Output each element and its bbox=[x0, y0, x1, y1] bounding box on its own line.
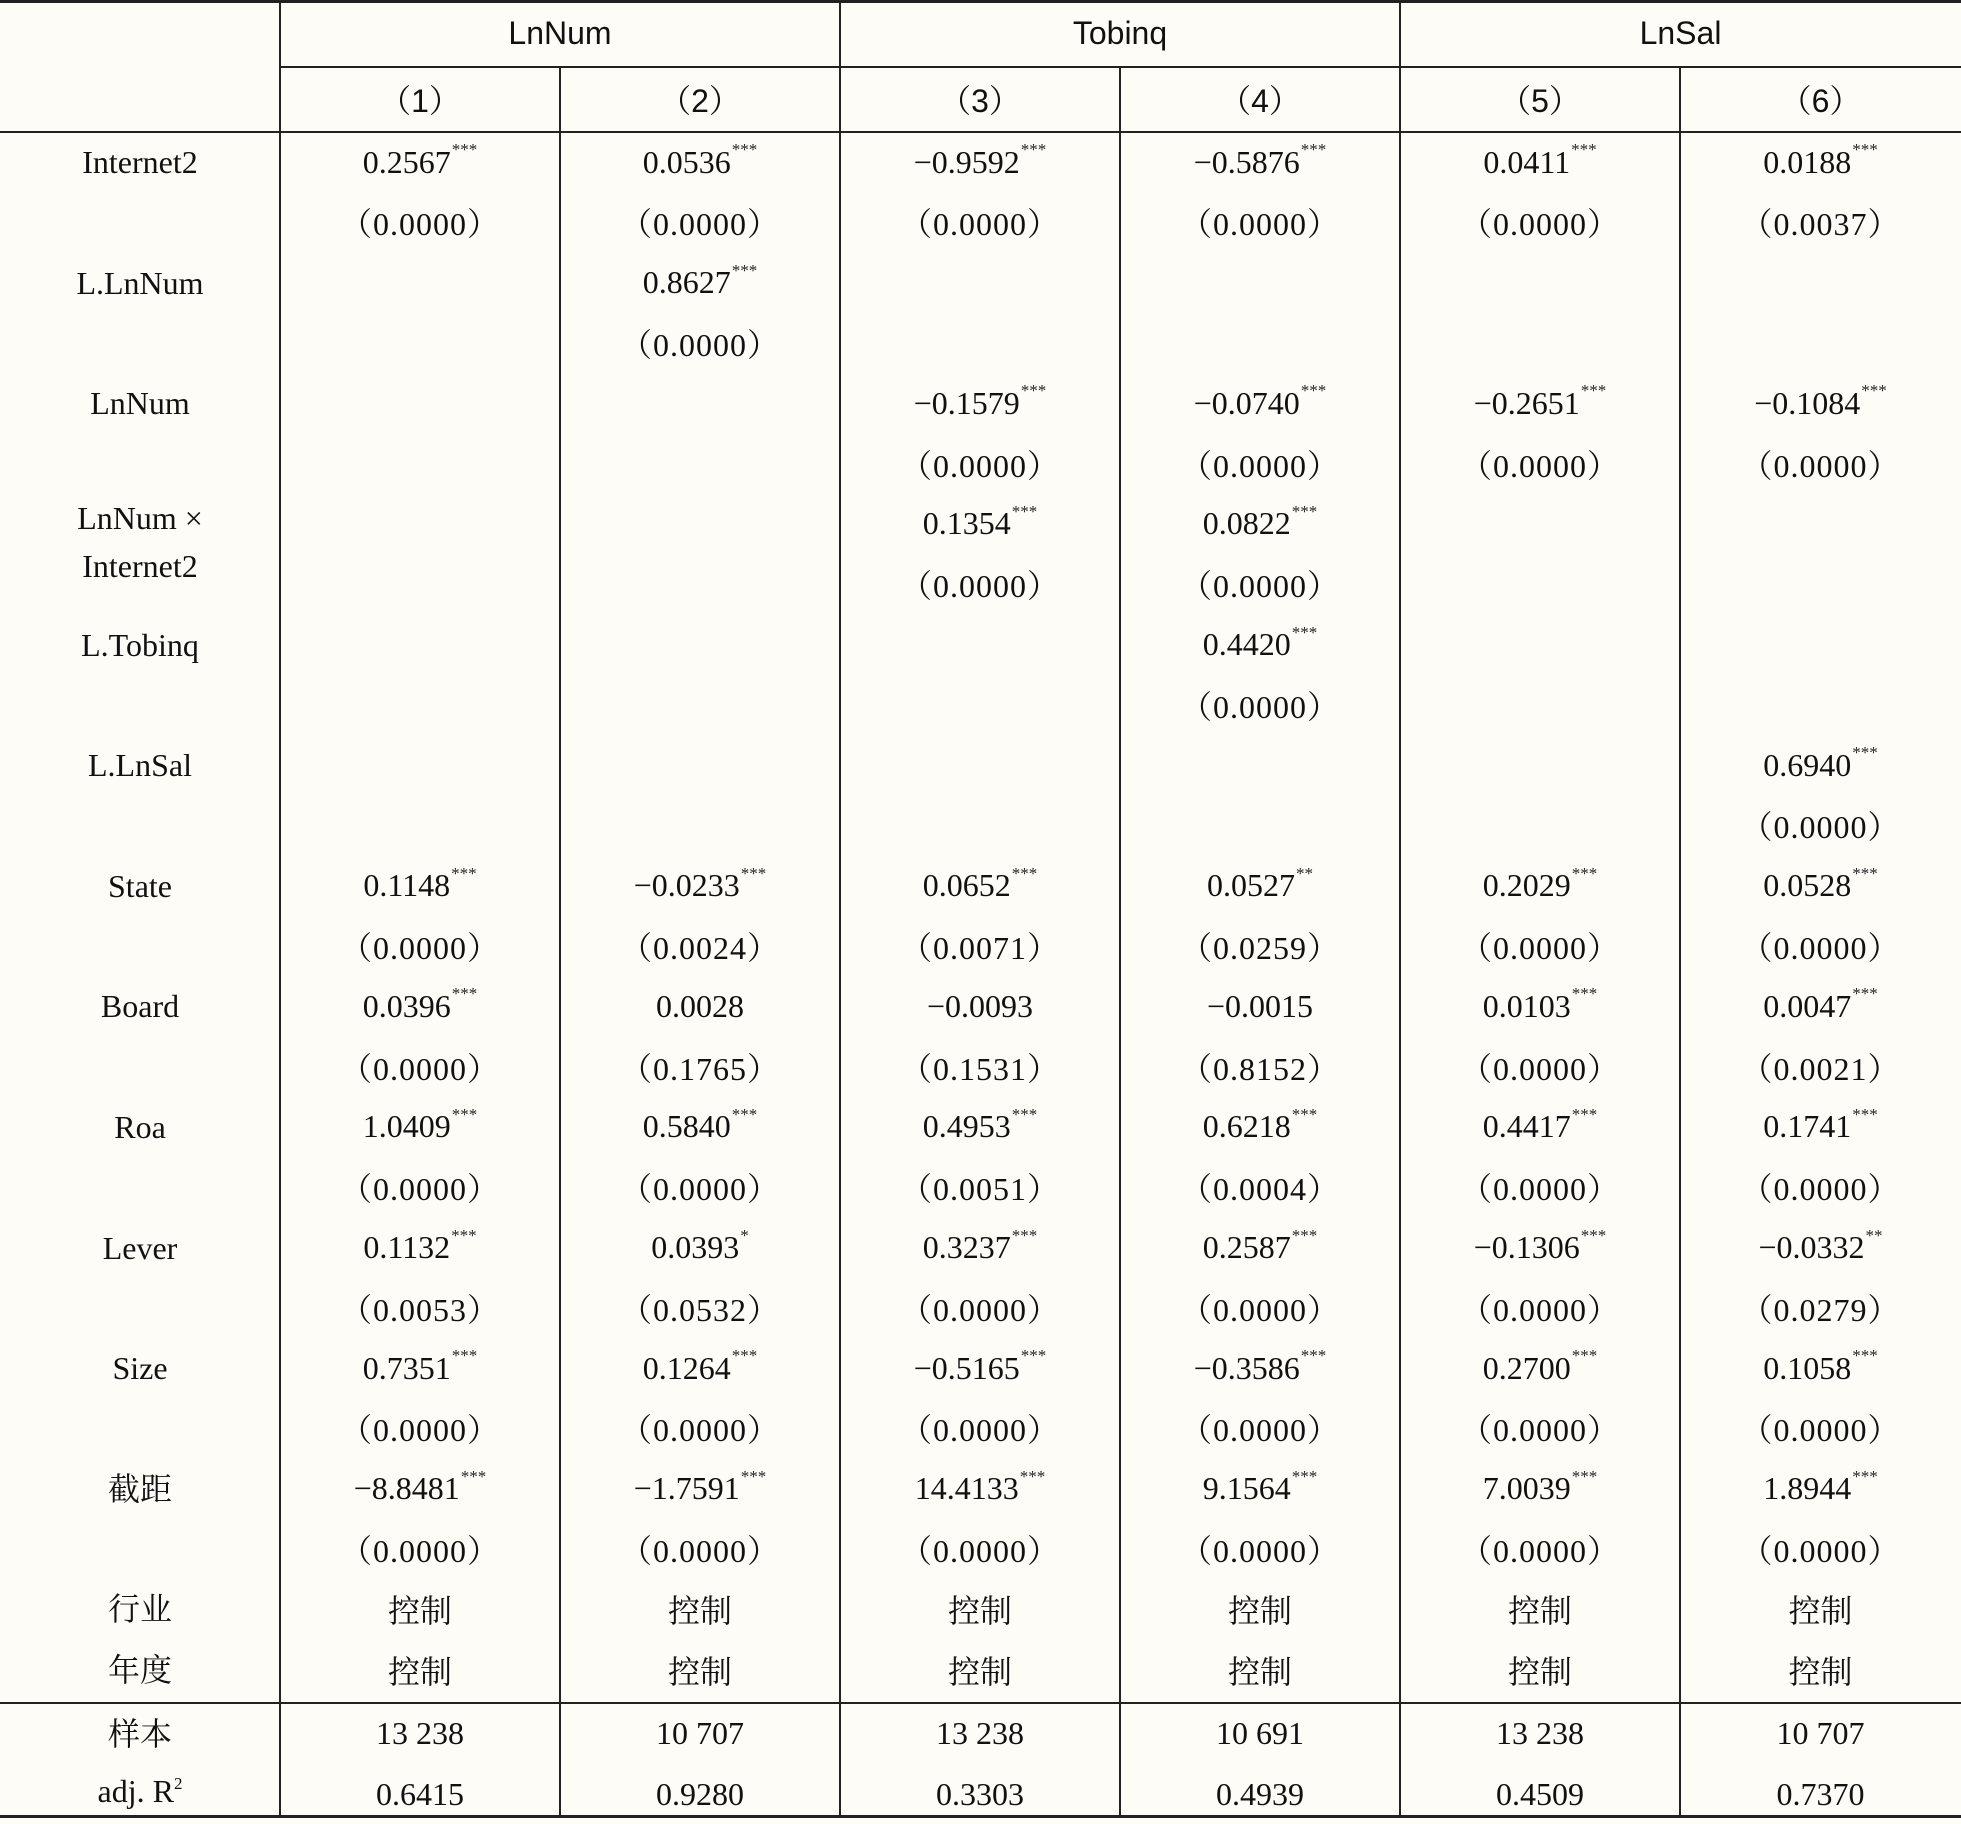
row-label-line: L.LnSal bbox=[88, 747, 192, 784]
coefficient bbox=[1120, 1097, 1400, 1157]
coefficient-value: 0.0527 bbox=[1207, 867, 1295, 904]
significance-stars: *** bbox=[1291, 1466, 1318, 1486]
significance-stars: *** bbox=[1852, 140, 1878, 160]
coefficient bbox=[280, 1459, 560, 1519]
coefficient-value: 0.2700 bbox=[1482, 1349, 1571, 1386]
significance-stars: *** bbox=[1291, 1104, 1318, 1124]
p-value: （0.0279） bbox=[1740, 1291, 1901, 1328]
coefficient bbox=[840, 1338, 1120, 1398]
significance-stars: *** bbox=[740, 863, 767, 883]
stat-value: 10 707 bbox=[656, 1715, 744, 1752]
coefficient-value: 0.4953 bbox=[922, 1108, 1011, 1145]
coefficient-value: −0.0093 bbox=[926, 987, 1034, 1024]
p-value: （0.0000） bbox=[339, 1171, 500, 1208]
p-value: （0.0000） bbox=[1179, 688, 1340, 725]
significance-stars: *** bbox=[731, 140, 758, 160]
p-value: （0.0024） bbox=[619, 930, 780, 967]
group-header: LnNum bbox=[508, 14, 612, 51]
p-value: （0.0000） bbox=[1459, 206, 1620, 243]
significance-stars: *** bbox=[1571, 1346, 1598, 1366]
coefficient-value: 0.7351 bbox=[362, 1349, 451, 1386]
significance-stars: *** bbox=[1571, 863, 1598, 883]
p-value: （0.0021） bbox=[1740, 1050, 1901, 1087]
coefficient bbox=[1120, 614, 1400, 674]
significance-stars: *** bbox=[740, 1466, 767, 1486]
control-value: 控制 bbox=[1788, 1593, 1853, 1630]
coefficient bbox=[1680, 1338, 1961, 1398]
control-value: 控制 bbox=[947, 1593, 1012, 1630]
p-value: （0.0000） bbox=[1179, 447, 1340, 484]
significance-stars: *** bbox=[731, 260, 758, 280]
coefficient-value: 0.0528 bbox=[1763, 867, 1852, 904]
p-value: （0.0000） bbox=[619, 1412, 780, 1449]
coefficient-value: 14.4133 bbox=[914, 1470, 1019, 1507]
significance-stars: *** bbox=[1300, 381, 1327, 401]
row-label-line: L.LnNum bbox=[76, 264, 204, 301]
significance-stars: *** bbox=[1571, 140, 1597, 160]
coefficient bbox=[840, 132, 1120, 192]
p-value: （0.0000） bbox=[899, 1412, 1060, 1449]
control-value: 控制 bbox=[1227, 1653, 1292, 1690]
significance-stars: *** bbox=[460, 1466, 487, 1486]
p-value: （0.0000） bbox=[619, 327, 780, 364]
p-value: （0.0000） bbox=[1459, 1291, 1620, 1328]
coefficient-value: 0.5840 bbox=[642, 1108, 731, 1145]
control-value: 控制 bbox=[667, 1653, 732, 1690]
coefficient bbox=[1400, 856, 1680, 916]
stat-label-text: 样本 bbox=[107, 1715, 172, 1752]
coefficient-value: −0.0332 bbox=[1758, 1229, 1865, 1266]
stat-label-wrap bbox=[98, 1767, 183, 1821]
significance-stars: *** bbox=[1852, 1104, 1878, 1124]
column-header: （3） bbox=[939, 83, 1021, 119]
row-label bbox=[0, 976, 280, 1036]
coefficient-value: −0.1084 bbox=[1754, 384, 1861, 421]
coefficient bbox=[1680, 1459, 1961, 1519]
significance-stars: *** bbox=[1020, 140, 1047, 160]
coefficient bbox=[840, 856, 1120, 916]
column-header: （6） bbox=[1779, 83, 1862, 119]
significance-stars: *** bbox=[1019, 1466, 1046, 1486]
coefficient-value: 0.1058 bbox=[1763, 1349, 1852, 1386]
control-value: 控制 bbox=[1227, 1593, 1292, 1630]
stat-value: 0.3303 bbox=[936, 1775, 1024, 1812]
significance-stars: *** bbox=[1020, 381, 1047, 401]
coefficient-value: 0.0188 bbox=[1763, 143, 1852, 180]
coefficient-value: 0.1264 bbox=[642, 1349, 731, 1386]
coefficient-value: 0.0393 bbox=[651, 1229, 740, 1266]
coefficient-value: 0.3237 bbox=[922, 1229, 1011, 1266]
coefficient bbox=[840, 373, 1120, 433]
coefficient bbox=[1120, 856, 1400, 916]
significance-stars: ** bbox=[1296, 863, 1313, 883]
coefficient bbox=[840, 1459, 1120, 1519]
p-value: （0.0000） bbox=[1179, 568, 1340, 605]
coefficient bbox=[1120, 1338, 1400, 1398]
stat-value: 0.7370 bbox=[1776, 1775, 1865, 1812]
significance-stars: *** bbox=[1011, 1104, 1038, 1124]
coefficient bbox=[280, 856, 560, 916]
row-label bbox=[0, 494, 280, 590]
p-value: （0.0051） bbox=[899, 1171, 1060, 1208]
coefficient-value: −0.2651 bbox=[1473, 384, 1580, 421]
significance-stars: *** bbox=[1291, 501, 1318, 521]
coefficient-value: 9.1564 bbox=[1202, 1470, 1291, 1507]
coefficient-value: 0.1354 bbox=[922, 505, 1011, 542]
row-label-line: L.Tobinq bbox=[81, 626, 199, 663]
row-label bbox=[0, 253, 280, 313]
coefficient bbox=[1120, 373, 1400, 433]
column-divider bbox=[279, 0, 281, 1818]
row-label bbox=[0, 1217, 280, 1277]
significance-stars: *** bbox=[731, 1104, 758, 1124]
p-value: （0.0532） bbox=[619, 1291, 780, 1328]
significance-stars: *** bbox=[1852, 743, 1878, 763]
p-value: （0.0000） bbox=[899, 1291, 1060, 1328]
coefficient bbox=[1400, 132, 1680, 192]
coefficient bbox=[560, 1338, 840, 1398]
row-label-line: Lever bbox=[102, 1229, 178, 1266]
significance-stars: *** bbox=[1020, 1346, 1047, 1366]
coefficient-value: −0.1579 bbox=[913, 384, 1020, 421]
coefficient-value: 0.6218 bbox=[1202, 1108, 1291, 1145]
coefficient bbox=[1400, 1338, 1680, 1398]
coefficient bbox=[1400, 1459, 1680, 1519]
coefficient-value: 0.0652 bbox=[922, 867, 1011, 904]
p-value: （0.0000） bbox=[619, 206, 780, 243]
significance-stars: *** bbox=[1571, 984, 1598, 1004]
column-header: （5） bbox=[1499, 83, 1581, 119]
rule-line bbox=[0, 0, 1961, 3]
coefficient-value: −0.1306 bbox=[1473, 1229, 1580, 1266]
p-value: （0.0000） bbox=[1740, 1171, 1901, 1208]
coefficient bbox=[1400, 1217, 1680, 1277]
p-value: （0.0000） bbox=[899, 206, 1060, 243]
significance-stars: *** bbox=[1571, 1466, 1598, 1486]
column-divider bbox=[839, 0, 841, 1818]
coefficient-value: 0.0028 bbox=[656, 987, 744, 1024]
row-label bbox=[0, 856, 280, 916]
p-value: （0.0000） bbox=[1459, 1412, 1620, 1449]
coefficient bbox=[560, 253, 840, 313]
p-value: （0.0000） bbox=[339, 206, 500, 243]
coefficient-value: 0.1148 bbox=[363, 867, 451, 904]
p-value: （0.0000） bbox=[899, 447, 1060, 484]
coefficient bbox=[560, 1097, 840, 1157]
row-label-line: 截距 bbox=[107, 1470, 172, 1507]
significance-stars: *** bbox=[451, 1225, 477, 1245]
significance-stars: *** bbox=[1291, 1225, 1318, 1245]
coefficient bbox=[280, 1338, 560, 1398]
significance-stars: *** bbox=[1852, 1466, 1878, 1486]
coefficient bbox=[280, 976, 560, 1036]
stat-value: 0.6415 bbox=[376, 1775, 464, 1812]
p-value: （0.0000） bbox=[1459, 930, 1620, 967]
coefficient-value: 0.0396 bbox=[362, 987, 451, 1024]
significance-stars: *** bbox=[1852, 1346, 1878, 1366]
stat-value: 10 707 bbox=[1776, 1715, 1865, 1752]
p-value: （0.0000） bbox=[339, 1050, 500, 1087]
coefficient-value: −0.0233 bbox=[633, 867, 740, 904]
significance-stars: *** bbox=[1861, 381, 1887, 401]
control-value: 控制 bbox=[1788, 1653, 1853, 1690]
significance-stars: *** bbox=[451, 984, 478, 1004]
p-value: （0.0000） bbox=[1179, 1533, 1340, 1570]
stat-value: 13 238 bbox=[936, 1715, 1024, 1752]
significance-stars: *** bbox=[451, 1104, 478, 1124]
column-header: （1） bbox=[379, 83, 461, 119]
control-value: 控制 bbox=[667, 1593, 732, 1630]
row-label bbox=[0, 373, 280, 433]
rule-line bbox=[0, 131, 1961, 133]
coefficient bbox=[840, 976, 1120, 1036]
control-value: 控制 bbox=[1507, 1653, 1572, 1690]
coefficient bbox=[1400, 373, 1680, 433]
p-value: （0.0000） bbox=[1459, 447, 1620, 484]
coefficient-value: 7.0039 bbox=[1482, 1470, 1571, 1507]
p-value: （0.0000） bbox=[1179, 206, 1340, 243]
coefficient-value: 0.4417 bbox=[1482, 1108, 1571, 1145]
column-header: （2） bbox=[659, 83, 741, 119]
p-value: （0.0000） bbox=[899, 1533, 1060, 1570]
row-label bbox=[0, 1338, 280, 1398]
row-label bbox=[0, 1097, 280, 1157]
p-value: （0.8152） bbox=[1179, 1050, 1340, 1087]
column-header: （4） bbox=[1219, 83, 1301, 119]
significance-stars: *** bbox=[451, 140, 478, 160]
coefficient-value: 0.0047 bbox=[1763, 987, 1852, 1024]
coefficient bbox=[840, 494, 1120, 554]
p-value: （0.0000） bbox=[1740, 1533, 1901, 1570]
row-label-line: LnNum × bbox=[77, 500, 203, 537]
coefficient-value: 0.0822 bbox=[1202, 505, 1291, 542]
coefficient bbox=[1680, 1217, 1961, 1277]
coefficient-value: 0.8627 bbox=[642, 264, 731, 301]
p-value: （0.0004） bbox=[1179, 1171, 1340, 1208]
p-value: （0.0259） bbox=[1179, 930, 1340, 967]
significance-stars: *** bbox=[1580, 381, 1607, 401]
control-label: 年度 bbox=[107, 1651, 172, 1688]
coefficient bbox=[1120, 1459, 1400, 1519]
coefficient bbox=[1120, 494, 1400, 554]
p-value: （0.0053） bbox=[339, 1291, 500, 1328]
row-label-line: State bbox=[108, 867, 172, 904]
coefficient-value: −0.0740 bbox=[1193, 384, 1300, 421]
coefficient bbox=[280, 1097, 560, 1157]
p-value: （0.0000） bbox=[339, 1412, 500, 1449]
significance-stars: ** bbox=[1865, 1225, 1883, 1245]
p-value: （0.1531） bbox=[899, 1050, 1060, 1087]
stat-value: 0.9280 bbox=[656, 1775, 744, 1812]
significance-stars: *** bbox=[1852, 863, 1878, 883]
coefficient bbox=[1680, 976, 1961, 1036]
p-value: （0.0000） bbox=[899, 568, 1060, 605]
p-value: （0.0000） bbox=[1459, 1533, 1620, 1570]
significance-stars: *** bbox=[731, 1346, 758, 1366]
coefficient bbox=[840, 1217, 1120, 1277]
significance-stars: *** bbox=[1300, 140, 1327, 160]
stat-value: 13 238 bbox=[376, 1715, 464, 1752]
significance-stars: *** bbox=[1300, 1346, 1327, 1366]
stat-value: 13 238 bbox=[1496, 1715, 1584, 1752]
coefficient-value: −0.5165 bbox=[913, 1349, 1020, 1386]
p-value: （0.0000） bbox=[1459, 1171, 1620, 1208]
column-divider bbox=[1399, 0, 1401, 1818]
rule-line bbox=[0, 1702, 1961, 1704]
p-value: （0.0071） bbox=[899, 930, 1060, 967]
p-value: （0.0000） bbox=[1740, 447, 1901, 484]
p-value: （0.1765） bbox=[619, 1050, 780, 1087]
coefficient bbox=[1680, 856, 1961, 916]
row-label-line: Size bbox=[112, 1350, 168, 1387]
coefficient-value: 0.0411 bbox=[1483, 143, 1571, 180]
row-label bbox=[0, 614, 280, 674]
coefficient-value: 1.0409 bbox=[362, 1108, 451, 1145]
stat-value: 0.4939 bbox=[1216, 1775, 1304, 1812]
coefficient-value: −0.0015 bbox=[1206, 987, 1314, 1024]
coefficient bbox=[560, 856, 840, 916]
coefficient-value: 0.6940 bbox=[1763, 746, 1852, 783]
significance-stars: *** bbox=[451, 863, 477, 883]
p-value: （0.0000） bbox=[1459, 1050, 1620, 1087]
p-value: （0.0000） bbox=[1179, 1291, 1340, 1328]
coefficient bbox=[1680, 132, 1961, 192]
p-value: （0.0000） bbox=[339, 930, 500, 967]
stat-value: 0.4509 bbox=[1496, 1775, 1584, 1812]
coefficient-value: 0.2029 bbox=[1482, 867, 1571, 904]
significance-stars: *** bbox=[1011, 863, 1038, 883]
row-label-line: Board bbox=[100, 988, 180, 1025]
coefficient bbox=[560, 1217, 840, 1277]
p-value: （0.0000） bbox=[1179, 1412, 1340, 1449]
row-label-line: Roa bbox=[114, 1108, 166, 1145]
row-label bbox=[0, 1459, 280, 1519]
group-header: LnSal bbox=[1639, 14, 1722, 51]
control-value: 控制 bbox=[1507, 1593, 1572, 1630]
coefficient-value: 0.2587 bbox=[1202, 1229, 1291, 1266]
column-divider bbox=[1119, 66, 1121, 1818]
coefficient-value: 0.0103 bbox=[1482, 987, 1571, 1024]
rule-line bbox=[0, 1815, 1961, 1818]
row-label-line: LnNum bbox=[90, 385, 190, 422]
coefficient bbox=[1680, 373, 1961, 433]
row-label-line: Internet2 bbox=[82, 144, 198, 181]
coefficient-value: 0.1741 bbox=[1763, 1108, 1852, 1145]
p-value: （0.0000） bbox=[619, 1171, 780, 1208]
coefficient bbox=[1120, 976, 1400, 1036]
significance-stars: *** bbox=[1580, 1225, 1607, 1245]
p-value: （0.0037） bbox=[1740, 206, 1901, 243]
stat-value: 10 691 bbox=[1216, 1715, 1304, 1752]
p-value: （0.0000） bbox=[1740, 809, 1901, 846]
coefficient bbox=[840, 1097, 1120, 1157]
control-value: 控制 bbox=[387, 1593, 452, 1630]
significance-stars: *** bbox=[451, 1346, 478, 1366]
coefficient-value: −0.3586 bbox=[1193, 1349, 1300, 1386]
coefficient-value: 0.2567 bbox=[362, 143, 451, 180]
control-value: 控制 bbox=[947, 1653, 1012, 1690]
p-value: （0.0000） bbox=[1740, 1412, 1901, 1449]
stat-label-wrap bbox=[108, 1710, 172, 1758]
coefficient bbox=[280, 1217, 560, 1277]
coefficient-value: −0.9592 bbox=[913, 143, 1020, 180]
row-label bbox=[0, 735, 280, 795]
control-value: 控制 bbox=[387, 1653, 452, 1690]
column-divider bbox=[559, 66, 561, 1818]
row-label bbox=[0, 132, 280, 192]
coefficient bbox=[1400, 976, 1680, 1036]
coefficient bbox=[560, 1459, 840, 1519]
stat-label bbox=[0, 1704, 280, 1764]
significance-stars: *** bbox=[1571, 1104, 1598, 1124]
p-value: （0.0000） bbox=[1740, 930, 1901, 967]
significance-stars: *** bbox=[1011, 1225, 1038, 1245]
group-header: Tobinq bbox=[1072, 14, 1168, 51]
p-value: （0.0000） bbox=[339, 1533, 500, 1570]
coefficient bbox=[1680, 1097, 1961, 1157]
significance-stars: *** bbox=[1852, 984, 1878, 1004]
control-label: 行业 bbox=[107, 1591, 172, 1628]
coefficient bbox=[560, 132, 840, 192]
coefficient bbox=[280, 132, 560, 192]
coefficient bbox=[1400, 1097, 1680, 1157]
stat-label-text: adj. R bbox=[97, 1773, 174, 1810]
coefficient-value: −0.5876 bbox=[1193, 143, 1300, 180]
significance-stars: *** bbox=[1011, 501, 1038, 521]
column-divider bbox=[1679, 66, 1681, 1818]
coefficient-value: 0.0536 bbox=[642, 143, 731, 180]
coefficient-value: 1.8944 bbox=[1763, 1470, 1852, 1507]
coefficient-value: −8.8481 bbox=[353, 1470, 460, 1507]
coefficient bbox=[1120, 1217, 1400, 1277]
significance-stars: *** bbox=[1291, 622, 1318, 642]
coefficient bbox=[1120, 132, 1400, 192]
superscript: 2 bbox=[173, 1774, 183, 1794]
row-label-line: Internet2 bbox=[82, 548, 198, 585]
coefficient-value: 0.1132 bbox=[363, 1229, 451, 1266]
coefficient bbox=[560, 976, 840, 1036]
significance-stars: * bbox=[740, 1225, 749, 1245]
coefficient bbox=[1680, 735, 1961, 795]
coefficient-value: 0.4420 bbox=[1202, 626, 1291, 663]
coefficient-value: −1.7591 bbox=[633, 1470, 740, 1507]
p-value: （0.0000） bbox=[619, 1533, 780, 1570]
